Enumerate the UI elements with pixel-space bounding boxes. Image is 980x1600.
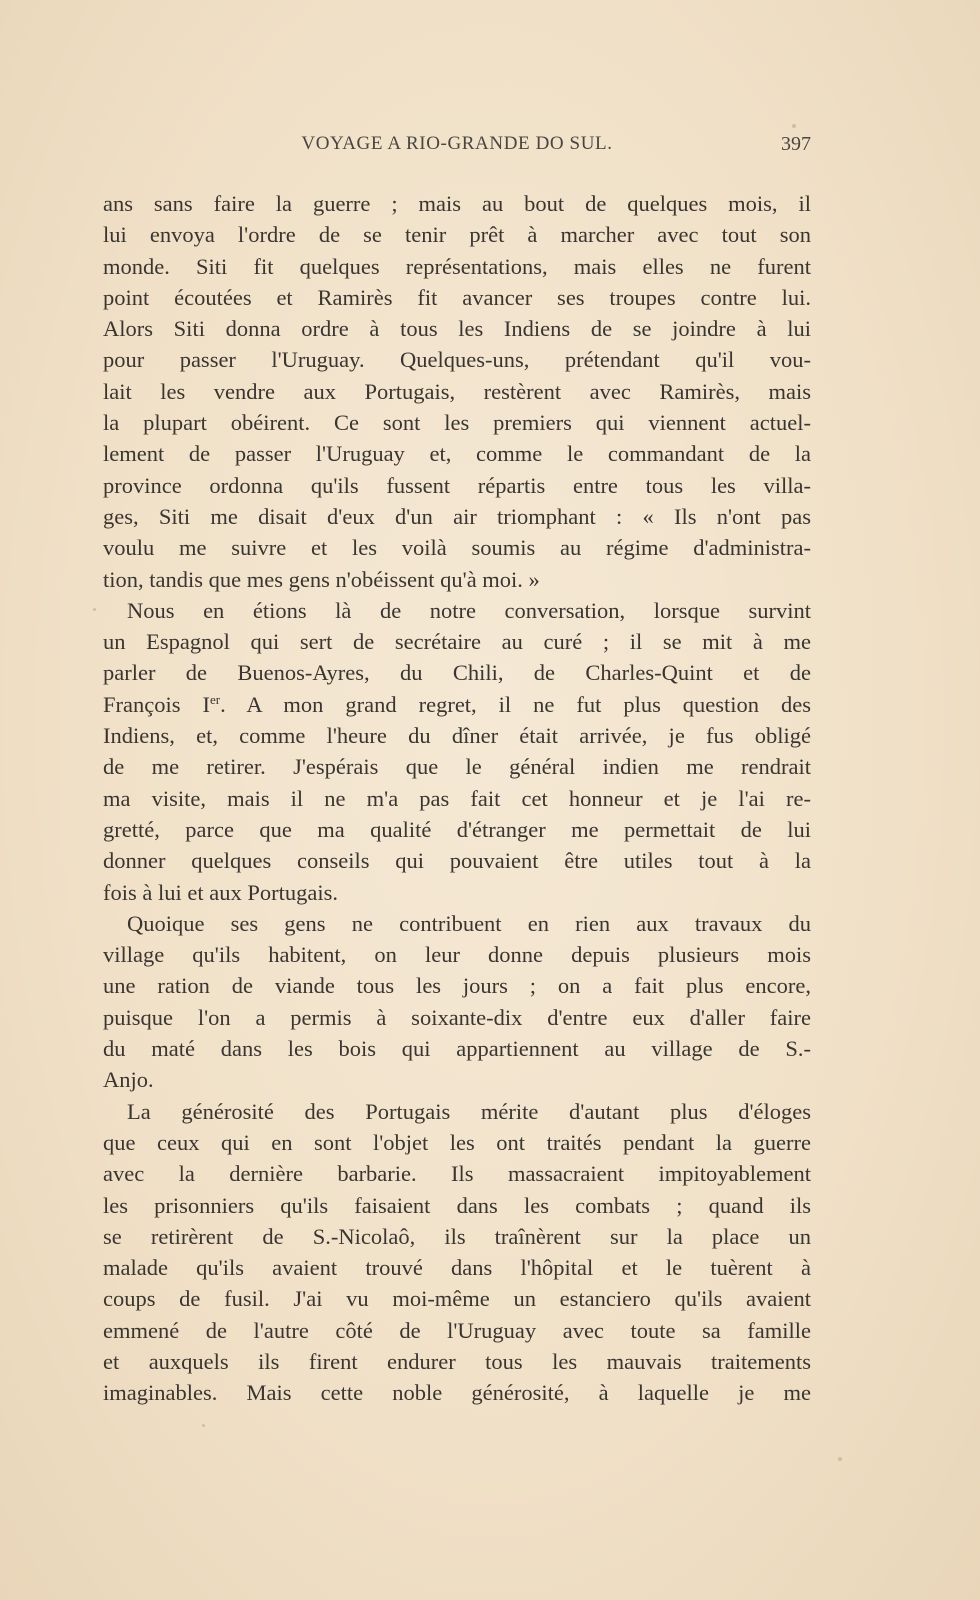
text-line [103, 689, 811, 720]
text-line: et auxquels ils firent endurer tous les mauvais traitements [103, 1348, 811, 1374]
text-line: lui envoya l'ordre de se tenir prêt à marcher avec tout son [103, 222, 811, 248]
paper-speck [93, 608, 96, 611]
text-line: du maté dans les bois qui appartiennent au village de S.- [103, 1036, 811, 1062]
text-line: Nous en étions là de notre conversation, lorsque survint [127, 597, 811, 623]
text-fragment: François I [103, 691, 210, 717]
text-line: Quoique ses gens ne contribuent en rien aux travaux du [127, 910, 811, 936]
text-line: la plupart obéirent. Ce sont les premiers qui viennent actuel- [103, 410, 811, 436]
text-line: pour passer l'Uruguay. Quelques-uns, prétendant qu'il vou- [103, 347, 811, 373]
paper-speck [838, 1457, 842, 1461]
text-line: ans sans faire la guerre ; mais au bout de quelques mois, il [103, 191, 811, 216]
text-line: Indiens, et, comme l'heure du dîner était arrivée, je fus obligé [103, 723, 811, 749]
text-line: les prisonniers qu'ils faisaient dans les combats ; quand ils [103, 1192, 811, 1218]
text-line: ma visite, mais il ne m'a pas fait cet honneur et je l'ai re- [103, 785, 811, 811]
running-title: VOYAGE A RIO-GRANDE DO SUL. [301, 133, 613, 154]
text-line: lement de passer l'Uruguay et, comme le commandant de la [103, 441, 811, 467]
text-line: imaginables. Mais cette noble générosité, à laquelle je me [103, 1380, 811, 1406]
text-line: Anjo. [103, 1067, 154, 1093]
text-line: La générosité des Portugais mérite d'autant plus d'éloges [127, 1098, 811, 1124]
text-line: fois à lui et aux Portugais. [103, 879, 338, 905]
text-line: tion, tandis que mes gens n'obéissent qu'à moi. » [103, 566, 540, 592]
text-line: avec la dernière barbarie. Ils massacraient impitoyablement [103, 1161, 811, 1187]
text-line: voulu me suivre et les voilà soumis au régime d'administra- [103, 535, 811, 561]
page-number: 397 [781, 133, 811, 155]
paper-speck [202, 1424, 205, 1427]
text-fragment: . A mon grand regret, il ne fut plus question des [220, 691, 812, 717]
text-line: un Espagnol qui sert de secrétaire au curé ; il se mit à me [103, 629, 811, 655]
text-line: malade qu'ils avaient trouvé dans l'hôpital et le tuèrent à [103, 1255, 811, 1281]
text-line: emmené de l'autre côté de l'Uruguay avec toute sa famille [103, 1317, 811, 1343]
text-line: une ration de viande tous les jours ; on a fait plus encore, [103, 973, 811, 999]
text-line: coups de fusil. J'ai vu moi-même un estanciero qu'ils avaient [103, 1286, 811, 1312]
text-line: monde. Siti fit quelques représentations, mais elles ne furent [103, 253, 811, 279]
text-line: Alors Siti donna ordre à tous les Indiens de se joindre à lui [103, 316, 811, 342]
text-line: province ordonna qu'ils fussent répartis entre tous les villa- [103, 472, 811, 498]
text-line: puisque l'on a permis à soixante-dix d'entre eux d'aller faire [103, 1004, 811, 1030]
running-head [103, 133, 811, 163]
superscript: er [209, 691, 221, 707]
text-line: donner quelques conseils qui pouvaient être utiles tout à la [103, 848, 811, 874]
text-line: de me retirer. J'espérais que le général indien me rendrait [103, 754, 811, 780]
text-line: lait les vendre aux Portugais, restèrent avec Ramirès, mais [103, 378, 811, 404]
text-line: gretté, parce que ma qualité d'étranger me permettait de lui [103, 816, 811, 842]
body-text [103, 188, 811, 1409]
text-line: que ceux qui en sont l'objet les ont traités pendant la guerre [103, 1129, 811, 1155]
paper-speck [792, 124, 796, 128]
text-line: village qu'ils habitent, on leur donne depuis plusieurs mois [103, 942, 811, 968]
text-line: point écoutées et Ramirès fit avancer ses troupes contre lui. [103, 284, 811, 310]
text-line: ges, Siti me disait d'eux d'un air triomphant : « Ils n'ont pas [103, 503, 811, 529]
text-line: parler de Buenos-Ayres, du Chili, de Charles-Quint et de [103, 660, 811, 686]
text-line: se retirèrent de S.-Nicolaô, ils traînèrent sur la place un [103, 1223, 811, 1249]
